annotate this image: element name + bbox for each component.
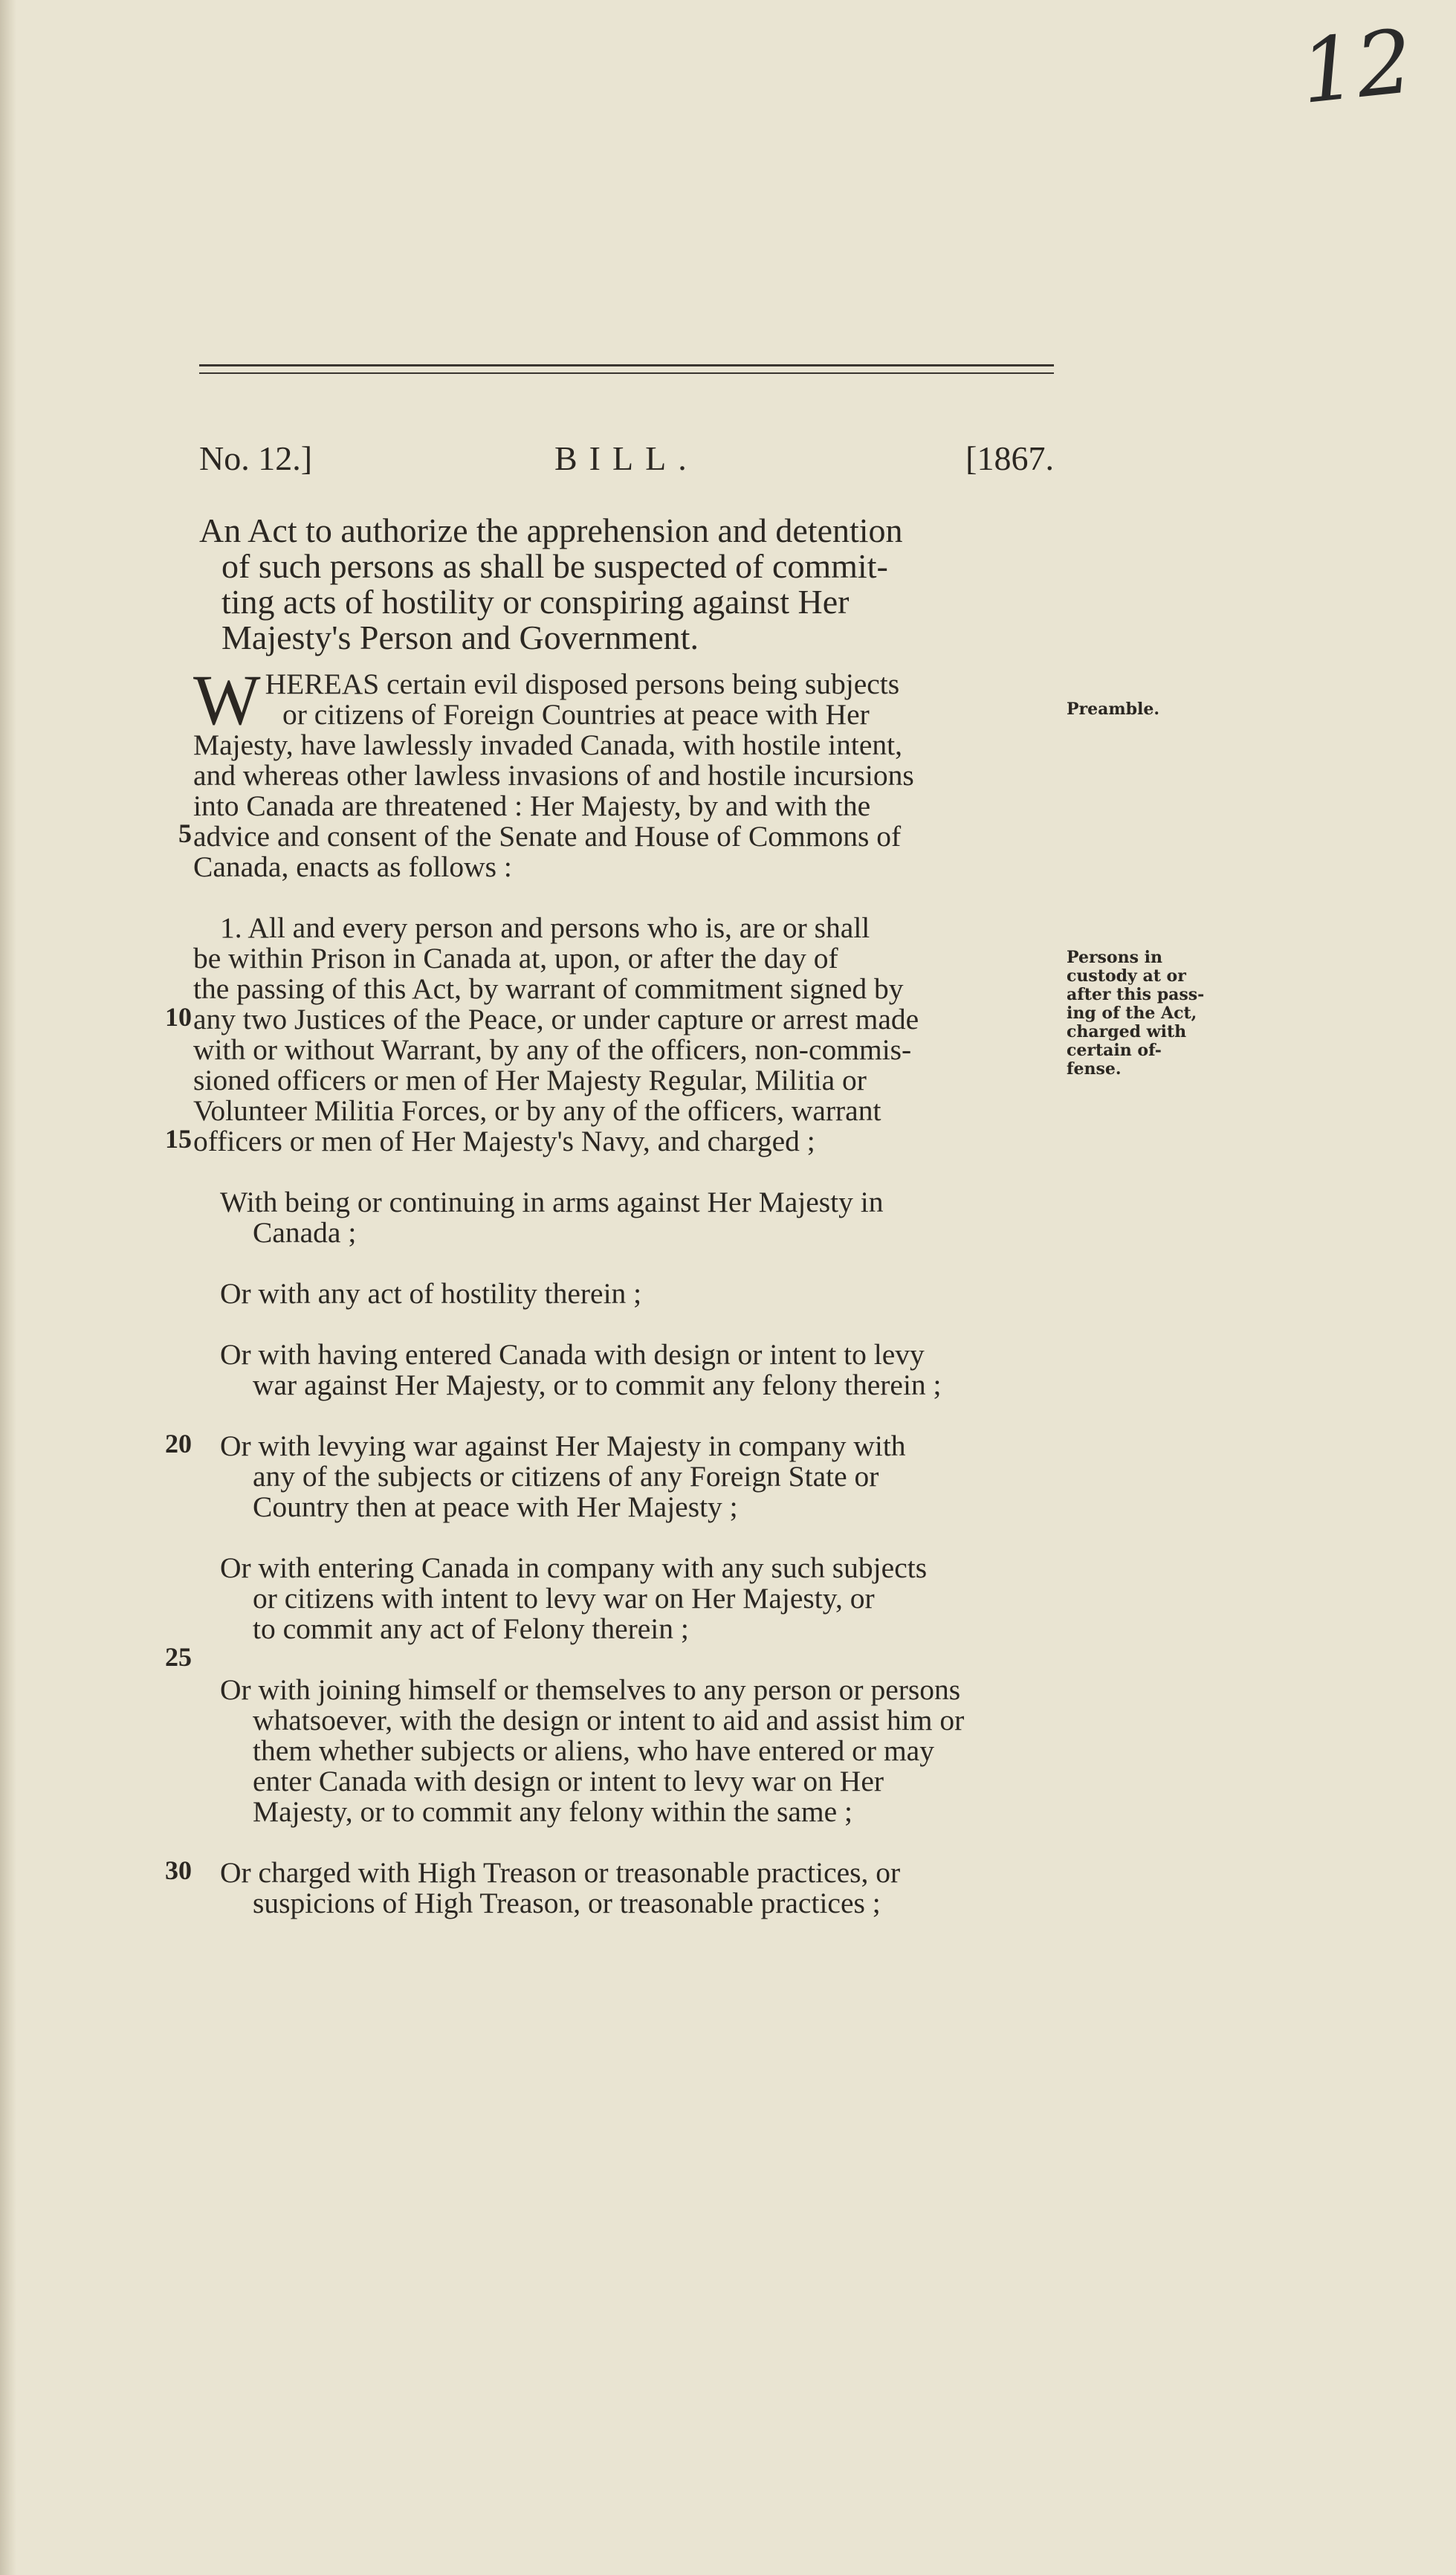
section-line: sioned officers or men of Her Majesty Regular, Militia or: [193, 1064, 867, 1096]
clause-line: them whether subjects or aliens, who have entered or may: [253, 1734, 934, 1767]
page-edge: [0, 0, 16, 2575]
clause-line: or citizens with intent to levy war on Her Majesty, or: [253, 1582, 875, 1615]
clause: [193, 1279, 1055, 1309]
preamble-line: and whereas other lawless invasions of and hostile incursions: [193, 759, 914, 792]
preamble-line: into Canada are threatened : Her Majesty, by and with the: [193, 789, 871, 822]
section-line: officers or men of Her Majesty's Navy, and charged ;: [193, 1125, 815, 1157]
line-number: 20: [165, 1429, 192, 1458]
title-line: An Act to authorize the apprehension and detention: [199, 511, 903, 549]
spacer: [193, 1522, 1055, 1553]
spacer: [193, 1644, 1055, 1675]
preamble-line: Canada, enacts as follows :: [193, 850, 512, 883]
clause: [193, 1553, 1055, 1644]
clause: [193, 1187, 1055, 1248]
bill-label: BILL.: [554, 439, 699, 477]
clause: [193, 1431, 1055, 1522]
top-rule-thick: [199, 364, 1054, 366]
section-line: 1. All and every person and persons who is, are or shall: [220, 911, 870, 944]
bill-year: [1867.: [965, 439, 1054, 477]
bill-body: [193, 660, 1055, 1919]
side-note-line: Persons in: [1067, 948, 1162, 967]
preamble-line: or citizens of Foreign Countries at peace with Her: [282, 698, 870, 731]
section-line: any two Justices of the Peace, or under capture or arrest made: [193, 1003, 919, 1036]
drop-cap: W: [193, 660, 261, 740]
bill-number: No. 12.]: [199, 439, 313, 477]
side-note-line: fense.: [1067, 1059, 1122, 1079]
clause-line: Or with joining himself or themselves to any person or persons: [220, 1673, 961, 1706]
clause-line: With being or continuing in arms against Her Majesty in: [220, 1186, 884, 1218]
spacer: [193, 1248, 1055, 1279]
spacer: [193, 1400, 1055, 1431]
preamble-line: Majesty, have lawlessly invaded Canada, with hostile intent,: [193, 728, 902, 761]
line-number: 30: [165, 1855, 192, 1885]
bill-header: [199, 439, 1054, 483]
side-note-line: after this pass-: [1067, 985, 1205, 1004]
preamble-line: advice and consent of the Senate and House of Commons of: [193, 820, 902, 853]
spacer: [193, 1309, 1055, 1340]
clause: [193, 1340, 1055, 1400]
spacer: [193, 1827, 1055, 1858]
clause-line: Canada ;: [253, 1216, 357, 1249]
side-note-line: Preamble.: [1067, 700, 1160, 719]
line-number: 15: [165, 1124, 192, 1154]
bill-title: [199, 513, 1054, 656]
side-note-preamble: [1067, 700, 1159, 719]
clause-line: to commit any act of Felony therein ;: [253, 1612, 689, 1645]
line-number: 25: [165, 1642, 192, 1672]
side-note-line: ing of the Act,: [1067, 1004, 1197, 1023]
clause: [193, 1858, 1055, 1919]
title-line: ting acts of hostility or conspiring against Her: [221, 583, 850, 621]
clause-line: Or with having entered Canada with design or intent to levy: [220, 1338, 925, 1371]
side-note-section-1: [1067, 949, 1204, 1079]
title-line: of such persons as shall be suspected of commit-: [221, 547, 888, 585]
line-number: 5: [178, 818, 192, 848]
line-number: 10: [165, 1002, 192, 1032]
clause: [193, 1675, 1055, 1827]
preamble-line: HEREAS certain evil disposed persons being subjects: [265, 668, 900, 700]
preamble: [193, 660, 1055, 883]
section-line: Volunteer Militia Forces, or by any of the officers, warrant: [193, 1094, 881, 1127]
clause-line: Or charged with High Treason or treasonable practices, or: [220, 1856, 901, 1889]
clause-line: enter Canada with design or intent to levy war on Her: [253, 1765, 884, 1797]
top-rule-thin: [199, 372, 1054, 374]
spacer: [193, 882, 1055, 913]
side-note-line: custody at or: [1067, 966, 1186, 986]
section-line: the passing of this Act, by warrant of commitment signed by: [193, 972, 904, 1005]
clause-line: Or with any act of hostility therein ;: [220, 1277, 642, 1310]
clause-line: suspicions of High Treason, or treasonable practices ;: [253, 1887, 881, 1919]
title-line: Majesty's Person and Government.: [221, 618, 699, 656]
clause-line: any of the subjects or citizens of any Foreign State or: [253, 1460, 879, 1493]
clause-line: war against Her Majesty, or to commit any felony therein ;: [253, 1369, 942, 1401]
clause-line: Majesty, or to commit any felony within the same ;: [253, 1795, 853, 1828]
section-line: with or without Warrant, by any of the officers, non-commis-: [193, 1033, 912, 1066]
section-line: be within Prison in Canada at, upon, or after the day of: [193, 942, 838, 975]
handwritten-page-number: 12: [1295, 10, 1417, 123]
section-1: [193, 913, 1055, 1157]
spacer: [193, 1157, 1055, 1187]
side-note-line: certain of-: [1067, 1041, 1162, 1060]
clause-line: Or with entering Canada in company with any such subjects: [220, 1551, 928, 1584]
clause-line: Or with levying war against Her Majesty in company with: [220, 1429, 906, 1462]
side-note-line: charged with: [1067, 1022, 1187, 1041]
clause-line: Country then at peace with Her Majesty ;: [253, 1490, 738, 1523]
clause-line: whatsoever, with the design or intent to aid and assist him or: [253, 1704, 965, 1736]
